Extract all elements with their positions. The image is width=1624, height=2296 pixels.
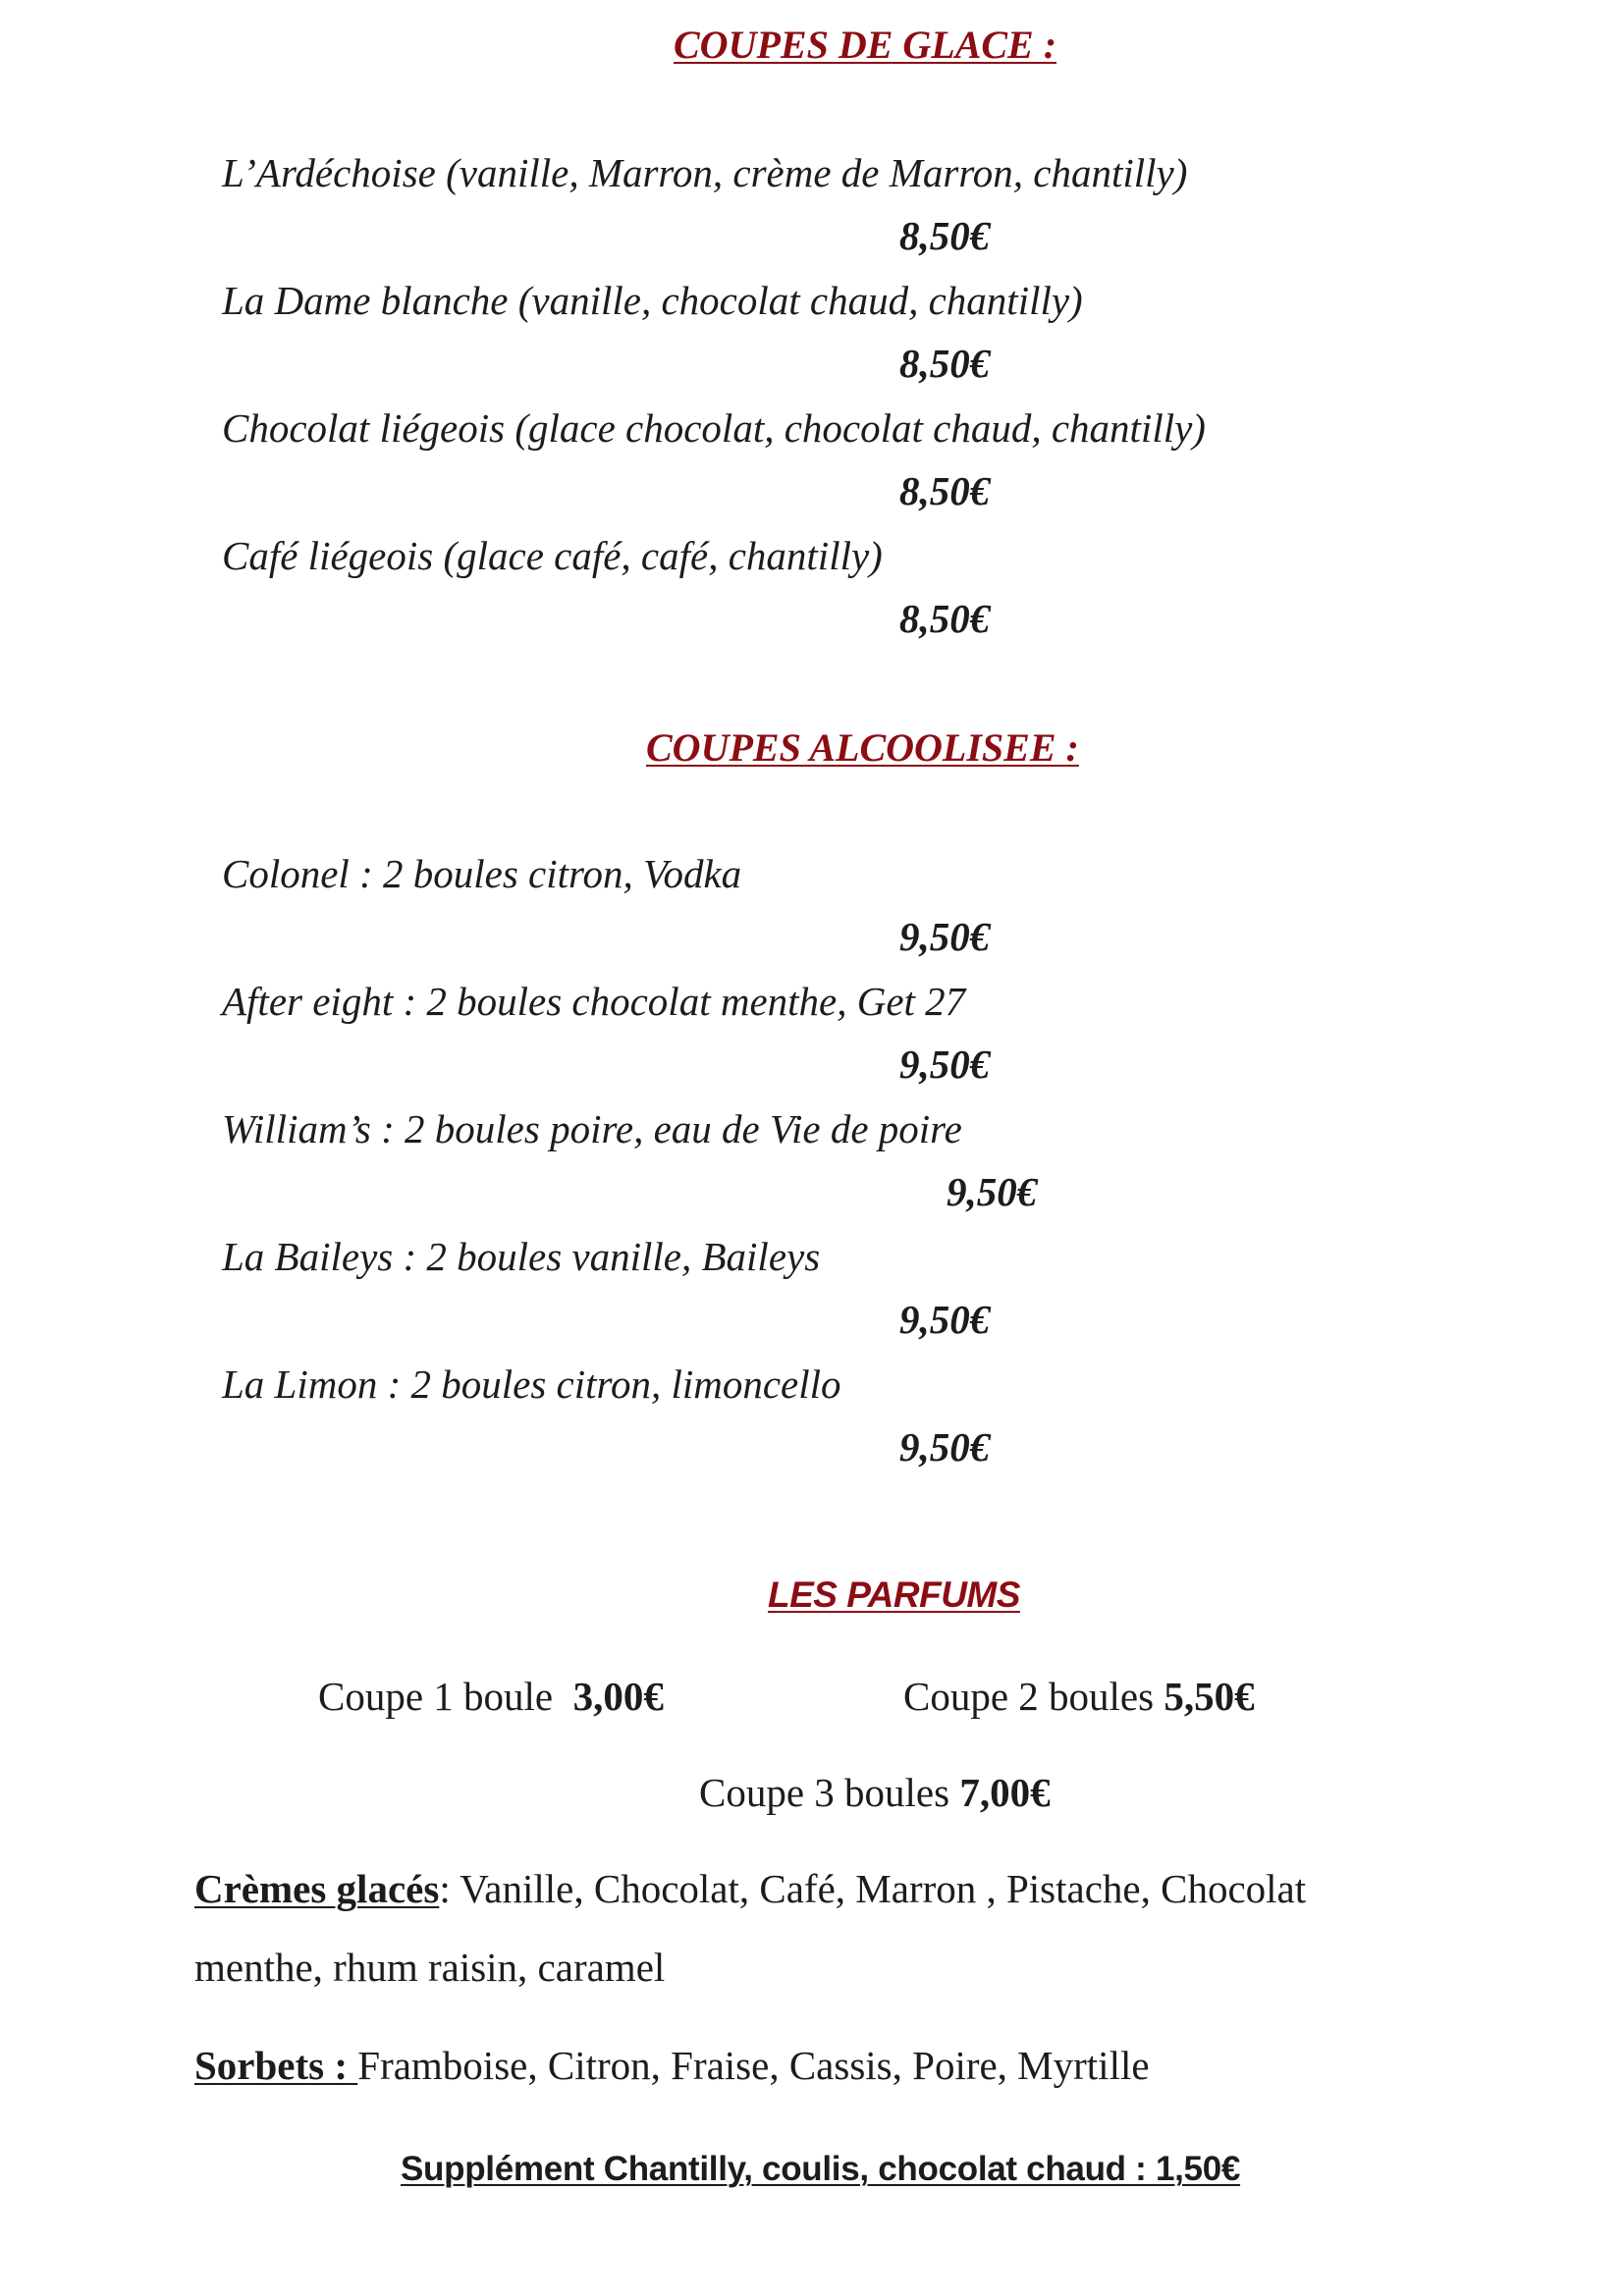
- menu-item-name: La Baileys : 2 boules vanille, Baileys: [222, 1234, 821, 1279]
- menu-item-name: Café liégeois (glace café, café, chantilly): [222, 533, 883, 578]
- menu-item-price: 9,50€: [899, 1297, 991, 1342]
- menu-item-price: 8,50€: [899, 596, 991, 641]
- menu-item-price: 8,50€: [899, 468, 991, 513]
- menu-item-price: 8,50€: [899, 213, 991, 258]
- cremes-list-2: menthe, rhum raisin, caramel: [194, 1945, 666, 1990]
- sorbets-line: [194, 2042, 1150, 2089]
- menu-item-name: After eight : 2 boules chocolat menthe, Get 27: [222, 979, 966, 1024]
- section-title-coupes-glace: COUPES DE GLACE :: [674, 23, 1057, 67]
- coupe-price: 3,00€: [572, 1674, 664, 1719]
- menu-item-price: 9,50€: [899, 1041, 991, 1087]
- sorbets-label: Sorbets :: [194, 2043, 358, 2088]
- menu-item-name: William’s : 2 boules poire, eau de Vie de poire: [222, 1106, 962, 1151]
- coupe-2-boules: [903, 1673, 1255, 1720]
- coupe-label: Coupe 2 boules: [903, 1674, 1155, 1719]
- section-title-coupes-alcoolisee: COUPES ALCOOLISEE :: [646, 725, 1079, 770]
- coupe-price: 5,50€: [1164, 1674, 1255, 1719]
- coupe-label: Coupe 3 boules: [699, 1770, 950, 1815]
- supplement-note: Supplément Chantilly, coulis, chocolat chaud : 1,50€: [401, 2150, 1241, 2188]
- menu-item-name: L’Ardéchoise (vanille, Marron, crème de Marron, chantilly): [222, 150, 1188, 195]
- menu-item-price: 9,50€: [947, 1169, 1038, 1214]
- menu-item-price: 8,50€: [899, 341, 991, 386]
- cremes-sep: :: [439, 1866, 451, 1911]
- sorbets-list: Framboise, Citron, Fraise, Cassis, Poire, Myrtille: [357, 2043, 1150, 2088]
- cremes-list-1: Vanille, Chocolat, Café, Marron , Pistache, Chocolat: [450, 1866, 1307, 1911]
- coupe-3-boules: [699, 1769, 1051, 1816]
- menu-item-name: Colonel : 2 boules citron, Vodka: [222, 851, 742, 896]
- menu-item-price: 9,50€: [899, 1424, 991, 1469]
- coupe-price: 7,00€: [959, 1770, 1051, 1815]
- coupe-1-boule: [318, 1673, 664, 1720]
- coupe-label: Coupe 1 boule: [318, 1674, 554, 1719]
- cremes-glaces-line: [194, 1865, 1306, 1912]
- menu-item-name: Chocolat liégeois (glace chocolat, chocolat chaud, chantilly): [222, 405, 1206, 451]
- section-title-parfums: LES PARFUMS: [768, 1575, 1020, 1615]
- menu-item-name: La Dame blanche (vanille, chocolat chaud, chantilly): [222, 278, 1083, 323]
- menu-item-price: 9,50€: [899, 914, 991, 959]
- cremes-glaces-label: Crèmes glacés: [194, 1866, 440, 1911]
- menu-item-name: La Limon : 2 boules citron, limoncello: [222, 1362, 841, 1407]
